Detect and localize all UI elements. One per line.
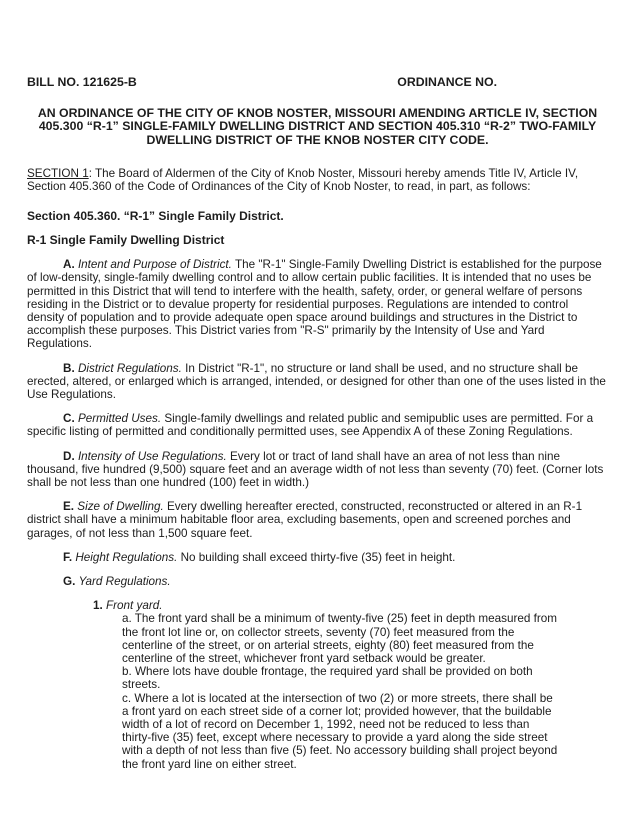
section-letter: C.	[63, 412, 75, 426]
section-title: Intensity of Use Regulations.	[77, 449, 227, 463]
item-text: Where lots have double frontage, the required yard shall be provided on both streets.	[122, 665, 533, 692]
item-text: Where a lot is located at the intersection of two (2) or more streets, there shall be a front yard on each street side of a corner lot; provided however, that the buildable width of a lot of record on December 1, 1992, need not be reduced to less than thirty-five (35) feet, except where necessary to provide a yard along the side street with a depth of not less than five (5) feet. No accessory building shall project beyond the front yard line on either street.	[122, 691, 558, 771]
section-title: Permitted Uses.	[77, 412, 162, 426]
front-yard-item-b	[122, 665, 558, 691]
bill-number: BILL NO. 121625-B	[27, 75, 137, 89]
section-title: Height Regulations.	[75, 550, 178, 564]
section-paragraph-f	[27, 551, 608, 564]
ordinance-number: ORDINANCE NO.	[397, 75, 497, 89]
document-title-line: DWELLING DISTRICT OF THE KNOB NOSTER CITY CODE.	[146, 132, 489, 147]
section-letter: G.	[63, 574, 76, 588]
document-header-row	[27, 76, 608, 90]
section-title: Intent and Purpose of District.	[77, 258, 232, 272]
item-text: The front yard shall be a minimum of twenty-five (25) feet in depth measured from the front lot line or, on collector streets, seventy (70) feet measured from the centerline of the street, or on arterial streets, eighty (80) feet measured from the centerline of the street, whichever front yard setback would be greater.	[122, 612, 558, 665]
document-title	[27, 107, 608, 148]
item-label: c.	[122, 691, 132, 705]
section-paragraph-e	[27, 500, 608, 540]
front-yard-item-c	[122, 692, 558, 771]
section-title: Yard Regulations.	[78, 574, 171, 588]
section-1-text: : The Board of Aldermen of the City of Knob Noster, Missouri hereby amends Title IV, Article IV, Section 405.360 of the Code of Ordinances of the City of Knob Noster, to read, in part, as follows:	[27, 167, 579, 194]
section-letter: A.	[63, 258, 75, 272]
section-title: District Regulations.	[77, 361, 182, 375]
section-body: No building shall exceed thirty-five (35) feet in height.	[180, 550, 456, 564]
section-letter: B.	[63, 361, 75, 375]
section-letter: E.	[63, 500, 75, 514]
subsection-title: Front yard.	[106, 599, 163, 613]
item-label: b.	[122, 665, 132, 679]
section-paragraph-g	[27, 575, 608, 588]
section-1-label: SECTION 1	[27, 167, 89, 181]
section-body: Single-family dwellings and related public and semipublic uses are permitted. For a specific listing of permitted and conditionally permitted uses, see Appendix A of these Zoning Regulations.	[27, 412, 594, 439]
front-yard-item-a	[122, 612, 558, 665]
section-title: Size of Dwelling.	[77, 500, 164, 514]
section-paragraph-b	[27, 362, 608, 402]
code-section-heading: Section 405.360. “R-1” Single Family District.	[27, 208, 284, 223]
front-yard-subsection-heading	[93, 599, 608, 612]
section-body: Every lot or tract of land shall have an area of not less than nine thousand, five hundred (9,500) square feet and an average width of not less than seventy (70) feet. (Corner lots shall be not less than one hundred (100) feet in width.)	[27, 449, 604, 489]
section-paragraph-c	[27, 412, 608, 438]
district-heading: R-1 Single Family Dwelling District	[27, 232, 225, 247]
section-paragraph-a	[27, 258, 608, 350]
section-letter: F.	[63, 550, 73, 564]
document-title-line: 405.300 “R-1” SINGLE-FAMILY DWELLING DISTRICT AND SECTION 405.310 “R-2” TWO-FAMILY	[38, 119, 597, 134]
section-paragraph-d	[27, 450, 608, 490]
document-title-line: AN ORDINANCE OF THE CITY OF KNOB NOSTER, MISSOURI AMENDING ARTICLE IV, SECTION	[37, 105, 598, 120]
section-letter: D.	[63, 449, 75, 463]
section-body: The "R-1" Single-Family Dwelling District is established for the purpose of low-density, single-family dwelling control and to allow certain public facilities. It is intended that no uses be permitted in this District that will tend to interfere with the health, safety, order, or general welfare of persons residing in the District or to devalue property for residential purposes. Regulations are intended to control density of population and to provide adequate open space around buildings and structures in the District to accomplish these purposes. This District varies from "R-S" primarily by the Intensity of Use and Yard Regulations.	[27, 258, 602, 351]
section-body: In District "R-1", no structure or land shall be used, and no structure shall be erected, altered, or enlarged which is arranged, intended, or designed for other than one of the uses listed in the Use Regulations.	[27, 361, 606, 401]
section-1-paragraph	[27, 167, 608, 193]
section-body: Every dwelling hereafter erected, constructed, reconstructed or altered in an R-1 district shall have a minimum habitable floor area, excluding basements, open and screened porches and garages, of not less than 1,500 square feet.	[27, 500, 583, 540]
item-label: a.	[122, 612, 132, 626]
subsection-number: 1.	[93, 599, 103, 613]
